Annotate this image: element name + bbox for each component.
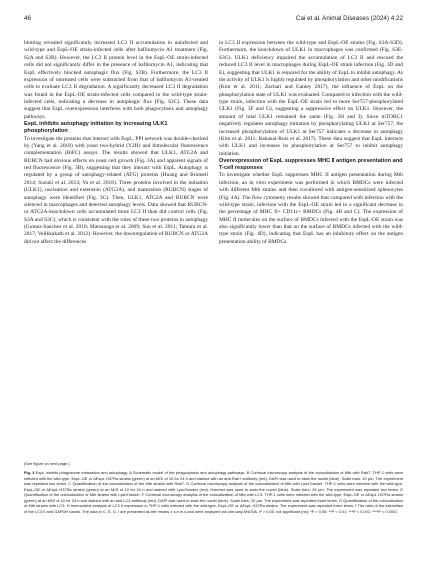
section-title-espl-ulk1: EspL inhibits autophagy initiation by increasing ULK1 phosphorylation <box>24 121 168 135</box>
left-paragraph-1: blotting revealed significantly increased LC3 II accumulation in uninfected and wild-type and EspL-OE strain-infected cells after bafilomycin A1 treatment (Fig. S2A and S2B). However, the LC3 II protein level in the EspL-OE strain-infected cells did not significantly differ in the presence of bafilomycin A1, indicating that EspL effectively blocked autophagic flux (Fig. S2B). Furthermore, the LC3 II expression of untreated cells were subtracted from that of bafilomycin A1-treated cells to evaluate LC3 II degradation. A significantly decreased LC3 II degradation was found in the EspL-OE strain-infected cells compared to the wild-type strain-infected cells, indicating a decrease in autophagic flux (Fig. S2C). These data suggest that EspL overexpression interferes with both phagocytosis and autophagy pathways. <box>24 40 208 120</box>
page-number: 46 <box>24 15 32 22</box>
left-paragraph-2: To investigate the proteins that interact with EspL, PPI network was double-checked by (Yang et al. 2018) with yeast two-hybrid (Y2H) and bimolecular fluorescence complementation (BiFC) assays. The results showed that ULK1, ATG2A and RUBCN had obvious effects on yeast cell growth (Fig. 3A) and apparent signals of red fluorescence (Fig. 3B), suggesting that they interact with EspL. Autophagy is regulated by a group of autophagy-related (ATG) proteins (Huang and Brumell 2014; Suzuki et al. 2013; Yu et al. 2018). Three proteins involved in the initiation (ULK1), nucleation and extension (ATG2A), and maturation (RUBCN) stages of autophagy were identified (Fig. 3C). Then, ULK1, ATG2A and RUBCN were silenced in macrophages and detected autophagy levels. Data showed that RUBCN- or ATG2A-knockdown cells accumulated more LC3 II than did control cells (Fig. S3A and S3C), which is consistent with the roles of these two proteins in autophagy (Gomez-Sanchez et al. 2018; Matsunaga et al. 2009; Sun et al. 2011; Tamura et al. 2017; Velikkakath et al. 2012). However, the downregulation of RUBCN or ATG2A did not affect the differences <box>24 135 208 245</box>
left-column <box>24 40 208 246</box>
right-column <box>219 40 403 246</box>
caption-text: EspL inhibits phagosome maturation and autophagy. A Schematic model of the phagocytosis and autophagy pathways. B Confocal microscopy analysis of the colocalization of Mtb with Rab7. THP-1 cells were infected with the wild-type, EspL-OE or ΔEspL H37Ra strains (green) at an MOI of 10 for 24 h and stained with an anti-Rab7 antibody (red). DAPI was used to stain the nuclei (blue). Scale bars, 20 μm. The experiment was repeated two times. C Quantification of the colocalization of the Mtb strains with Rab7. D Confocal microscopy analysis of the colocalization of Mtb with LysoTracker. THP-1 cells were infected with the wild-type, EspL-OE or ΔEspL H37Ra strains (green) at an MOI of 10 for 24 h and stained with LysoTracker (red). Hoechst was used to stain the nuclei (blue). Scale bars, 20 μm. The experiment was repeated two times. E Quantification of the colocalization of Mtb strains with LysoTracker. F Confocal microscopy analysis of the colocalization of Mtb with LC3. THP-1 cells were infected with the wild-type, EspL-OE or ΔEspL H37Ra strains (green) at an MOI of 10 for 24 h and stained with an anti-LC3 antibody (red). DAPI was used to stain the nuclei (blue). Scale bars, 20 μm. The experiment was repeated three times. G Quantification of the colocalization of Mtb strains with LC3. H Immunoblot analysis of LC3 II expression in THP-1 cells infected with the wild-type, EspL-OE or ΔEspL H37Ra strains. The experiment was repeated three times. I The ratio of the intensities of the LC3 II and GAPDH bands. The data in C, E, G, I are presented as the means ± s.e.m.s and were analyzed via one-way ANOVA. P > 0.05, not significant (ns); *P < 0.05; **P < 0.01; ***P < 0.001; ****P < 0.0001 <box>24 470 403 514</box>
caption-body <box>24 470 403 514</box>
body-columns <box>24 40 403 454</box>
section-title-mhc-ii: Overexpression of EspL suppresses MHC Ⅱ antigen presentation and T-cell responses <box>219 158 403 172</box>
running-title: Cai et al. Animal Diseases (2024) 4:22 <box>295 15 403 22</box>
right-paragraph-2: To investigate whether EspL suppresses MHC II antigen presentation during Mtb infection, an in vitro experiment was performed in which BMDCs were infected with different Mtb strains and then cocultured with antigen-sensitized splenocytes (Fig. 4A). The flow cytometry results showed that compared with infection with the wild-type strain, infection with the EspL-OE strain led to a significant decrease in the percentage of MHC II+ CD11c+ BMDCs (Fig. 4B and C). The expression of MHC II molecules on the surface of BMDCs infected with the EspL-OE strain was also significantly lower than that on the surface of BMDCs infected with the wild-type strain (Fig. 4D), indicating that EspL has an inhibitory effect on the antigen presentation ability of BMDCs. <box>219 172 403 245</box>
page-header <box>24 15 403 27</box>
right-paragraph-1: in LC3 II expression between the wild-type and EspL-OE strains (Fig. S3A-S3D). Furthermore, the knockdown of ULK1 in macrophages was confirmed (Fig. S3E-S3G). ULK1 deficiency impaired the accumulation of LC3 II and rescued the reduced LC3 II level in macrophages during EspL-OE strain infection (Fig. 3D and E), suggesting that ULK1 is required for the ability of EspL to inhibit autophagy. As the activity of ULK1 is highly regulated by phosphorylation and other modifications (Kim et al. 2011; Zachari and Ganley 2017), the influence of EspL on the phosphorylation state of ULK1 was evaluated. Compared to infection with the wild-type strain, infection with the EspL-OE strain led to more Ser757-phosphorylated ULK1 (Fig. 3F and G), suggesting a suppressive effect on ULK1. However, the amount of total ULK1 remained the same (Fig. 3H and I). Since mTORC1 negatively regulates autophagy initiation by phosphorylating ULK1 at Ser757, the increased phosphorylation of ULK1 at Ser757 indicates a decrease in autophagy (Kim et al. 2011; Rabanal-Ruiz et al. 2017). These data suggest that EspL interacts with ULK1 and increases its phosphorylation at Ser757 to inhibit autophagy initiation. <box>219 40 403 157</box>
see-next-page-note: (See figure on next page.) <box>24 461 70 466</box>
figure-caption <box>24 461 403 514</box>
caption-label: Fig. 3 <box>24 470 35 476</box>
